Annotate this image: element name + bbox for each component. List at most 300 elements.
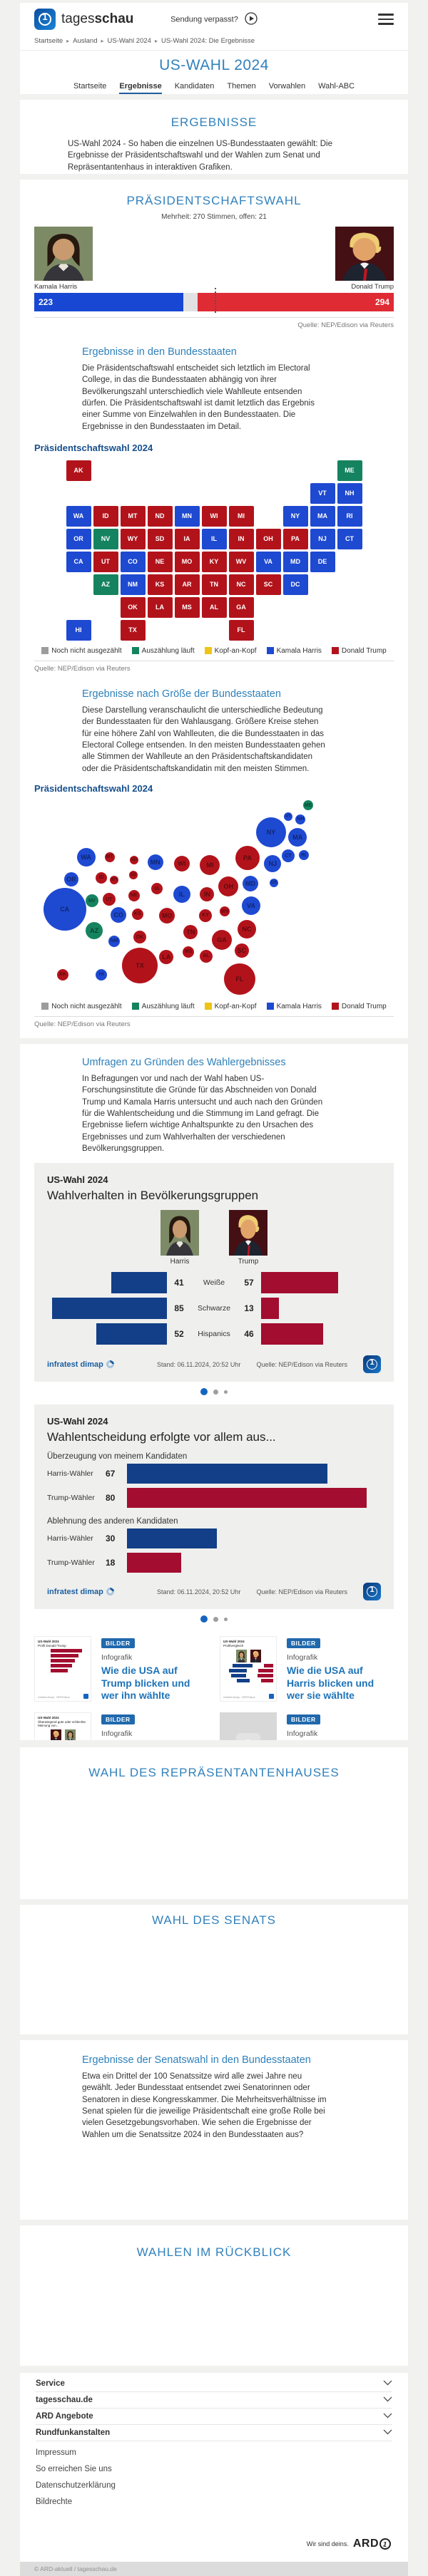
state-tile-ME[interactable]: ME	[337, 460, 362, 481]
teaser-thumbnail[interactable]	[220, 1636, 277, 1702]
chevron-down-icon[interactable]	[383, 2412, 392, 2421]
state-bubble-VA[interactable]: VA	[242, 896, 260, 915]
state-tile-AR[interactable]: AR	[175, 574, 200, 595]
chart-kicker: US-Wahl 2024	[47, 1174, 108, 1186]
source-note: Quelle: NEP/Edison via Reuters	[297, 321, 394, 329]
chart-card-motivation	[34, 1405, 394, 1609]
state-bubble-WA[interactable]: WA	[77, 848, 96, 867]
thumb-kicker: US-Wahl 2024	[38, 1715, 59, 1719]
state-tile-MN[interactable]: MN	[175, 506, 200, 527]
state-results-heading: Ergebnisse in den Bundesstaaten	[82, 346, 237, 358]
breadcrumb-separator: ▸	[66, 38, 70, 44]
state-bubble-PA[interactable]: PA	[235, 846, 260, 870]
teaser-kicker: Infografik	[287, 1729, 318, 1738]
legend-label: Kamala Harris	[276, 1002, 322, 1010]
state-bubble-HI[interactable]: HI	[96, 969, 107, 981]
state-results-text: Die Präsidentschaftswahl entscheidet sich letztlich im Electoral College, in das die Bundesstaaten abhängig von ihrer Bevölkerungszahl unterschiedlich viele Wahlleute entsenden dürfen. Die Präsidentschaftswahl ist damit letztlich das Ergebnis einer Summe von Einzelwahlen in den Bundesstaaten. Die Ergebnisse in den Bundesstaaten im Detail.	[82, 364, 315, 431]
teaser-thumbnail[interactable]	[34, 1636, 91, 1702]
harris-bar-segment: 223	[34, 293, 183, 311]
legend-label: Kamala Harris	[276, 646, 322, 655]
motivation-row	[47, 1486, 381, 1509]
thumb-source: infratest dimap · NEP/Edison	[38, 1696, 70, 1700]
state-tile-KS[interactable]: KS	[148, 574, 173, 595]
tab-vorwahlen[interactable]: Vorwahlen	[268, 82, 306, 90]
legend-swatch-tie	[205, 1003, 212, 1010]
teaser-kicker: Infografik	[287, 1653, 318, 1662]
state-bubble-MD[interactable]: MD	[243, 876, 258, 891]
legend-swatch-none	[41, 1003, 49, 1010]
state-bubble-IN[interactable]: IN	[200, 887, 214, 901]
state-tile-NE[interactable]: NE	[148, 552, 173, 572]
accordion-label: Rundfunkanstalten	[36, 2428, 111, 2437]
candidate-name: Kamala Harris	[34, 283, 78, 291]
tagesschau-placeholder-icon	[236, 1733, 260, 1740]
state-bubble-OK[interactable]: OK	[133, 931, 146, 943]
ard-brand	[307, 2538, 391, 2550]
section-rueckblick	[20, 2225, 408, 2366]
source-note: Quelle: NEP/Edison via Reuters	[34, 1020, 131, 1028]
footer-link-bildrechte[interactable]: Bildrechte	[36, 2498, 73, 2506]
row-value: 30	[106, 1533, 116, 1544]
electoral-vote-bar	[34, 293, 394, 311]
us-choropleth-map	[66, 460, 362, 641]
state-bubble-RI[interactable]: RI	[299, 850, 309, 860]
state-tile-HI[interactable]: HI	[66, 620, 91, 641]
legend-label: Noch nicht ausgezählt	[51, 646, 122, 655]
trump-chart-photo	[229, 1210, 268, 1266]
state-tile-NH[interactable]: NH	[337, 483, 362, 504]
carousel-dots	[34, 1382, 394, 1402]
chart-footer	[47, 1355, 381, 1373]
state-bubble-MS[interactable]: MS	[183, 946, 194, 958]
state-bubble-CO[interactable]: CO	[111, 907, 126, 923]
tab-ergebnisse[interactable]: Ergebnisse	[119, 82, 161, 94]
state-bubble-NM[interactable]: NM	[108, 936, 120, 947]
state-tile-TX[interactable]: TX	[121, 620, 146, 641]
legend-swatch-harris	[267, 647, 274, 654]
chevron-down-icon[interactable]	[383, 2379, 392, 2388]
umfragen-heading: Umfragen zu Gründen des Wahlergebnisses	[82, 1057, 286, 1068]
copyright-bar: © ARD-aktuell / tagesschau.de	[20, 2562, 408, 2576]
chevron-down-icon[interactable]	[383, 2396, 392, 2404]
category-label: Weiße	[203, 1278, 225, 1288]
legend-swatch-tie	[205, 647, 212, 654]
state-bubble-NY[interactable]: NY	[256, 817, 286, 847]
state-bubble-NJ[interactable]: NJ	[264, 855, 281, 872]
bilder-badge: BILDER	[101, 1638, 135, 1648]
carousel-dot[interactable]	[200, 1388, 208, 1395]
footer-accordion	[36, 2376, 392, 2441]
harris-value: 41	[174, 1278, 184, 1288]
legend-label: Auszählung läuft	[141, 646, 195, 655]
teaser-card[interactable]	[220, 1712, 394, 1740]
carousel-dots	[34, 1609, 394, 1629]
state-bubble-IA[interactable]: IA	[151, 883, 163, 894]
trump-value: 13	[244, 1303, 254, 1314]
tagesschau-globe-icon: 1	[34, 9, 56, 30]
share-icon	[83, 1694, 88, 1699]
carousel-dot[interactable]	[200, 1615, 208, 1623]
tab-bar	[20, 82, 408, 94]
row-value: 80	[106, 1493, 116, 1504]
state-tile-IL[interactable]: IL	[202, 529, 227, 549]
section-senatswahl	[20, 2040, 408, 2220]
legend-swatch-none	[41, 647, 49, 654]
harris-bar	[127, 1464, 327, 1484]
open-bar-segment	[183, 293, 198, 311]
section-ergebnisse	[20, 100, 408, 174]
dimap-donut-icon	[105, 1359, 116, 1370]
state-bubble-MT[interactable]: MT	[105, 852, 115, 862]
harris-bar	[52, 1298, 168, 1319]
state-tile-MS[interactable]: MS	[175, 597, 200, 618]
state-tile-LA[interactable]: LA	[148, 597, 173, 618]
state-bubble-GA[interactable]: GA	[212, 930, 232, 950]
motivation-row	[47, 1551, 381, 1574]
carousel-dot[interactable]	[224, 1618, 228, 1621]
trump-value: 46	[244, 1329, 254, 1340]
state-tile-MD[interactable]: MD	[283, 552, 308, 572]
state-tile-CA[interactable]: CA	[66, 552, 91, 572]
breadcrumb-link[interactable]: US-Wahl 2024	[107, 37, 151, 45]
footer-accordion-ard-angebote[interactable]	[36, 2409, 392, 2425]
state-tile-MA[interactable]: MA	[310, 506, 335, 527]
footer-accordion-service[interactable]	[36, 2376, 392, 2392]
section-umfragen	[20, 1044, 408, 1740]
trump-bar	[261, 1323, 323, 1345]
footer-link-impressum[interactable]: Impressum	[36, 2448, 76, 2457]
review-heading: WAHLEN IM RÜCKBLICK	[136, 2245, 292, 2259]
thumb-source: infratest dimap · NEP/Edison	[223, 1696, 255, 1700]
carousel-dot[interactable]	[213, 1390, 218, 1395]
majority-note: Mehrheit: 270 Stimmen, offen: 21	[161, 213, 267, 221]
state-tile-FL[interactable]: FL	[229, 620, 254, 641]
state-bubble-ID[interactable]: ID	[96, 872, 107, 884]
breadcrumb-link[interactable]: Ausland	[73, 37, 98, 45]
legend-swatch-trump	[332, 647, 339, 654]
state-bubble-WI[interactable]: WI	[174, 856, 190, 871]
breadcrumb-link[interactable]: US-Wahl 2024: Die Ergebnisse	[160, 37, 255, 45]
chart-kicker: US-Wahl 2024	[47, 1416, 108, 1427]
state-bubble-CT[interactable]: CT	[282, 849, 295, 862]
tab-themen[interactable]: Themen	[227, 82, 256, 90]
trump-bar	[261, 1298, 279, 1319]
demographics-row	[47, 1295, 381, 1321]
state-tile-SD[interactable]: SD	[148, 529, 173, 549]
state-bubble-DE[interactable]: DE	[270, 879, 278, 887]
legend-label: Noch nicht ausgezählt	[51, 1002, 122, 1010]
motivation-bars	[47, 1452, 381, 1574]
harris-value: 85	[174, 1303, 184, 1314]
infratest-dimap-logo: infratest dimap	[47, 1360, 114, 1369]
share-icon	[269, 1694, 274, 1699]
state-bubble-MO[interactable]: MO	[159, 908, 175, 924]
bilder-badge: BILDER	[287, 1714, 320, 1724]
thumb-title: Profilvergleich	[223, 1644, 244, 1648]
ard-globe-icon: 1	[363, 1583, 381, 1600]
state-bubble-SC[interactable]: SC	[235, 943, 249, 958]
state-tile-AZ[interactable]: AZ	[93, 574, 118, 595]
praesidentschaftswahl-heading: PRÄSIDENTSCHAFTSWAHL	[126, 194, 302, 207]
legend-item-trump	[332, 647, 387, 655]
legend-item-harris	[267, 647, 322, 655]
state-tile-ID[interactable]: ID	[93, 506, 118, 527]
source-note: Quelle: NEP/Edison via Reuters	[34, 664, 131, 673]
category-label: Hispanics	[198, 1330, 230, 1339]
row-label: Harris-Wähler	[47, 1534, 93, 1543]
legend-label: Donald Trump	[341, 646, 387, 655]
state-tile-MT[interactable]: MT	[121, 506, 146, 527]
state-bubble-AK[interactable]: AK	[57, 969, 68, 981]
map-legend	[34, 647, 394, 655]
missed-show-label: Sendung verpasst?	[170, 15, 238, 24]
state-bubble-AL[interactable]: AL	[200, 950, 213, 963]
map-legend	[34, 1003, 394, 1010]
breadcrumb	[20, 36, 408, 51]
state-tile-NY[interactable]: NY	[283, 506, 308, 527]
footer-accordion-rundfunkanstalten[interactable]	[36, 2425, 392, 2441]
state-bubble-NV[interactable]: NV	[86, 894, 98, 907]
column-label: Trump	[238, 1258, 259, 1266]
senate-results-text: Etwa ein Drittel der 100 Senatssitze wird alle zwei Jahre neu gewählt. Jeder Bundesstaat entsendet zwei Senatorinnen oder Senatoren in diese Kongresskammer. Die Mehrheitsverhältnisse im Senat spielen für die jeweilige Präsidentschaft eine große Rolle bei vielen Gesetzgebungsvorhaben. Wie sehen die Ergebnisse der Wahlen um die Senatssitze 2024 in den Bundesstaaten aus?	[82, 2072, 327, 2139]
dimap-donut-icon	[105, 1586, 116, 1597]
footer-link-so-erreichen-sie-uns[interactable]: So erreichen Sie uns	[36, 2465, 112, 2473]
state-bubble-KS[interactable]: KS	[132, 909, 143, 920]
divider	[34, 317, 394, 318]
teaser-title[interactable]: Wie die USA auf Trump blicken und wer ihn wählte	[101, 1665, 190, 1702]
ergebnisse-heading: ERGEBNISSE	[170, 115, 258, 129]
state-tile-NJ[interactable]: NJ	[310, 529, 335, 549]
footer-accordion-tagesschau-de[interactable]	[36, 2392, 392, 2409]
state-bubble-CA[interactable]: CA	[44, 888, 86, 931]
legend-item-trump	[332, 1003, 387, 1010]
senate-results-heading: Ergebnisse der Senatswahl in den Bundesstaaten	[82, 2054, 311, 2066]
state-tile-KY[interactable]: KY	[202, 552, 227, 572]
state-tile-OK[interactable]: OK	[121, 597, 146, 618]
state-bubble-MN[interactable]: MN	[148, 854, 163, 870]
thumb-kicker: US-Wahl 2024	[38, 1640, 59, 1644]
legend-label: Kopf-an-Kopf	[214, 646, 257, 655]
state-tile-WV[interactable]: WV	[229, 552, 254, 572]
motivation-row	[47, 1462, 381, 1485]
bilder-badge: BILDER	[287, 1638, 320, 1648]
state-tile-OR[interactable]: OR	[66, 529, 91, 549]
breadcrumb-separator: ▸	[154, 38, 158, 44]
state-size-text: Diese Darstellung veranschaulicht die unterschiedliche Bedeutung der Bundesstaaten für den Wahlausgang. Größere Kreise stehen für eine höhere Zahl von Wahlleuten, die die Bundesstaaten in das Electoral College entsenden. In den meisten Bundesstaaten gehen alle Stimmen der Wahlleute an den Präsidentschaftskandidaten oder die Präsidentschaftskandidatin mit den meisten Stimmen.	[82, 705, 325, 773]
carousel-dot[interactable]	[213, 1617, 218, 1622]
legend-label: Kopf-an-Kopf	[214, 1002, 257, 1010]
state-tile-CO[interactable]: CO	[121, 552, 146, 572]
column-label: Harris	[170, 1258, 190, 1266]
footer-link-datenschutzerkl-rung[interactable]: Datenschutzerklärung	[36, 2481, 116, 2490]
state-bubble-OH[interactable]: OH	[218, 876, 238, 896]
chart-source: Quelle: NEP/Edison via Reuters	[256, 1588, 347, 1595]
state-bubble-TX[interactable]: TX	[122, 948, 158, 983]
trump-bar	[261, 1272, 338, 1293]
state-tile-SC[interactable]: SC	[256, 574, 281, 595]
chevron-down-icon[interactable]	[383, 2428, 392, 2437]
state-bubble-MA[interactable]: MA	[288, 828, 307, 847]
row-value: 18	[106, 1558, 116, 1568]
state-tile-MI[interactable]: MI	[229, 506, 254, 527]
teaser-thumbnail[interactable]	[220, 1712, 277, 1740]
state-bubble-ME[interactable]: ME	[303, 800, 313, 810]
majority-marker	[215, 288, 216, 313]
legend-swatch-counting	[132, 1003, 139, 1010]
teaser-card[interactable]	[220, 1636, 394, 1702]
state-tile-WA[interactable]: WA	[66, 506, 91, 527]
row-label: Trump-Wähler	[47, 1558, 95, 1568]
map-title: Präsidentschaftswahl 2024	[34, 782, 153, 794]
missed-show-link[interactable]	[20, 12, 408, 27]
candidate-name: Donald Trump	[351, 283, 394, 291]
teaser-thumbnail[interactable]	[34, 1712, 91, 1740]
teaser-grid	[34, 1636, 394, 1740]
state-bubble-KY[interactable]: KY	[199, 909, 212, 922]
chart-title: Wahlentscheidung erfolgte vor allem aus...	[47, 1430, 276, 1444]
footer-links	[36, 2448, 392, 2506]
map-title: Präsidentschaftswahl 2024	[34, 442, 153, 453]
state-bubble-NH[interactable]: NH	[295, 814, 305, 824]
state-tile-DE[interactable]: DE	[310, 552, 335, 572]
chart-stand: Stand: 06.11.2024, 20:52 Uhr	[156, 1360, 241, 1368]
state-tile-WI[interactable]: WI	[202, 506, 227, 527]
state-bubble-WV[interactable]: WV	[220, 906, 230, 916]
infratest-dimap-logo: infratest dimap	[47, 1588, 114, 1596]
demographics-row	[47, 1321, 381, 1347]
teaser-kicker: Infografik	[101, 1653, 133, 1662]
thumb-title: Profil Donald Trump	[38, 1644, 66, 1648]
section-senat	[20, 1905, 408, 2034]
state-bubble-VT[interactable]: VT	[284, 812, 292, 821]
divider	[34, 1016, 394, 1017]
state-tile-AK[interactable]: AK	[66, 460, 91, 481]
row-value: 67	[106, 1469, 116, 1479]
row-label: Harris-Wähler	[47, 1469, 93, 1479]
senate-heading: WAHL DES SENATS	[151, 1913, 276, 1927]
row-label: Trump-Wähler	[47, 1494, 95, 1503]
carousel-dot[interactable]	[224, 1390, 228, 1394]
section-praesidentschaftswahl	[20, 180, 408, 1038]
state-bubble-UT[interactable]: UT	[103, 893, 116, 906]
section-repraesentantenhaus	[20, 1747, 408, 1899]
state-bubble-MI[interactable]: MI	[200, 855, 220, 875]
legend-item-tie	[205, 647, 257, 655]
tab-kandidaten[interactable]: Kandidaten	[174, 82, 215, 90]
state-tile-DC[interactable]: DC	[283, 574, 308, 595]
legend-label: Donald Trump	[341, 1002, 387, 1010]
group-label: Ablehnung des anderen Kandidaten	[47, 1517, 178, 1526]
legend-item-counting	[132, 1003, 195, 1010]
state-tile-CT[interactable]: CT	[337, 529, 362, 549]
ergebnisse-intro: US-Wahl 2024 - So haben die einzelnen US-Bundesstaaten gewählt: Die Ergebnisse der Präsidentschaftswahl und der Wahlen zum Senat und Repräsentantenhaus in interaktiven Grafiken.	[68, 140, 332, 172]
header	[20, 3, 408, 94]
trump-bar	[127, 1488, 367, 1508]
play-circle-icon[interactable]	[245, 12, 258, 27]
teaser-kicker: Infografik	[101, 1729, 133, 1738]
state-tile-IA[interactable]: IA	[175, 529, 200, 549]
state-tile-ND[interactable]: ND	[148, 506, 173, 527]
legend-item-counting	[132, 647, 195, 655]
accordion-label: tagesschau.de	[36, 2396, 93, 2404]
state-bubble-NC[interactable]: NC	[238, 920, 256, 938]
breadcrumb-link[interactable]: Startseite	[34, 37, 63, 45]
bilder-badge: BILDER	[101, 1714, 135, 1724]
state-bubble-AZ[interactable]: AZ	[86, 922, 103, 939]
legend-swatch-trump	[332, 1003, 339, 1010]
trump-bar-segment: 294	[198, 293, 394, 311]
legend-item-harris	[267, 1003, 322, 1010]
state-tile-TN[interactable]: TN	[202, 574, 227, 595]
legend-item-none	[41, 1003, 121, 1010]
harris-bar	[96, 1323, 167, 1345]
state-bubble-OR[interactable]: OR	[64, 872, 78, 886]
state-size-heading: Ergebnisse nach Größe der Bundesstaaten	[82, 688, 281, 700]
state-tile-IN[interactable]: IN	[229, 529, 254, 549]
state-bubble-TN[interactable]: TN	[183, 925, 198, 939]
state-bubble-FL[interactable]: FL	[224, 963, 255, 995]
state-tile-RI[interactable]: RI	[337, 506, 362, 527]
chart-source: Quelle: NEP/Edison via Reuters	[256, 1360, 347, 1368]
state-tile-NC[interactable]: NC	[229, 574, 254, 595]
state-tile-PA[interactable]: PA	[283, 529, 308, 549]
legend-swatch-counting	[132, 647, 139, 654]
state-tile-OH[interactable]: OH	[256, 529, 281, 549]
state-bubble-IL[interactable]: IL	[173, 886, 190, 903]
state-bubble-LA[interactable]: LA	[159, 950, 173, 964]
ard-globe-icon: 1	[363, 1355, 381, 1373]
demographics-row	[47, 1270, 381, 1295]
state-tile-VA[interactable]: VA	[256, 552, 281, 572]
state-tile-WY[interactable]: WY	[121, 529, 146, 549]
ard-logo: ARD 1	[353, 2538, 391, 2550]
chart-title: Wahlverhalten in Bevölkerungsgruppen	[47, 1189, 259, 1203]
tab-wahl-abc[interactable]: Wahl-ABC	[318, 82, 355, 90]
teaser-card[interactable]	[34, 1636, 208, 1702]
chart-stand: Stand: 06.11.2024, 20:52 Uhr	[156, 1588, 241, 1595]
umfragen-text: In Befragungen vor und nach der Wahl haben US-Forschungsinstitute die Gründe für das Abschneiden von Donald Trump und Kamala Harris untersucht und auch nach den Gründen für die Wahlentscheidung und die Stimmung im Land gefragt. Die Ergebnisse liefern wichtige Anhaltspunkte zu den Ursachen des Ergebnisses und zum Wahlverhalten der verschiedenen Bevölkerungsgruppen.	[82, 1075, 323, 1153]
state-tile-VT[interactable]: VT	[310, 483, 335, 504]
breadcrumb-separator: ▸	[101, 38, 104, 44]
thumb-kicker: US-Wahl 2024	[223, 1640, 245, 1644]
state-bubble-ND[interactable]: ND	[130, 856, 138, 864]
demographics-bars	[47, 1270, 381, 1347]
motivation-row	[47, 1527, 381, 1550]
trump-bar	[127, 1553, 181, 1573]
teaser-title[interactable]: Wie die USA auf Harris blicken und wer sie wählte	[287, 1665, 374, 1702]
legend-label: Auszählung läuft	[141, 1002, 195, 1010]
state-tile-NV[interactable]: NV	[93, 529, 118, 549]
teaser-card[interactable]	[34, 1712, 208, 1740]
group-label: Überzeugung von meinem Kandidaten	[47, 1452, 188, 1462]
harris-value: 52	[174, 1329, 184, 1340]
state-tile-AL[interactable]: AL	[202, 597, 227, 618]
legend-item-none	[41, 647, 121, 655]
state-bubble-SD[interactable]: SD	[129, 871, 138, 879]
state-tile-NM[interactable]: NM	[121, 574, 146, 595]
state-tile-MO[interactable]: MO	[175, 552, 200, 572]
state-tile-UT[interactable]: UT	[93, 552, 118, 572]
state-tile-GA[interactable]: GA	[229, 597, 254, 618]
legend-swatch-harris	[267, 1003, 274, 1010]
state-bubble-WY[interactable]: WY	[110, 876, 118, 884]
tab-startseite[interactable]: Startseite	[73, 82, 107, 90]
candidate-trump	[335, 227, 394, 291]
donald-trump-photo	[335, 227, 394, 281]
chart-footer	[47, 1583, 381, 1600]
ard-claim-text: Wir sind deins.	[306, 2540, 349, 2547]
state-bubble-NE[interactable]: NE	[128, 890, 140, 901]
